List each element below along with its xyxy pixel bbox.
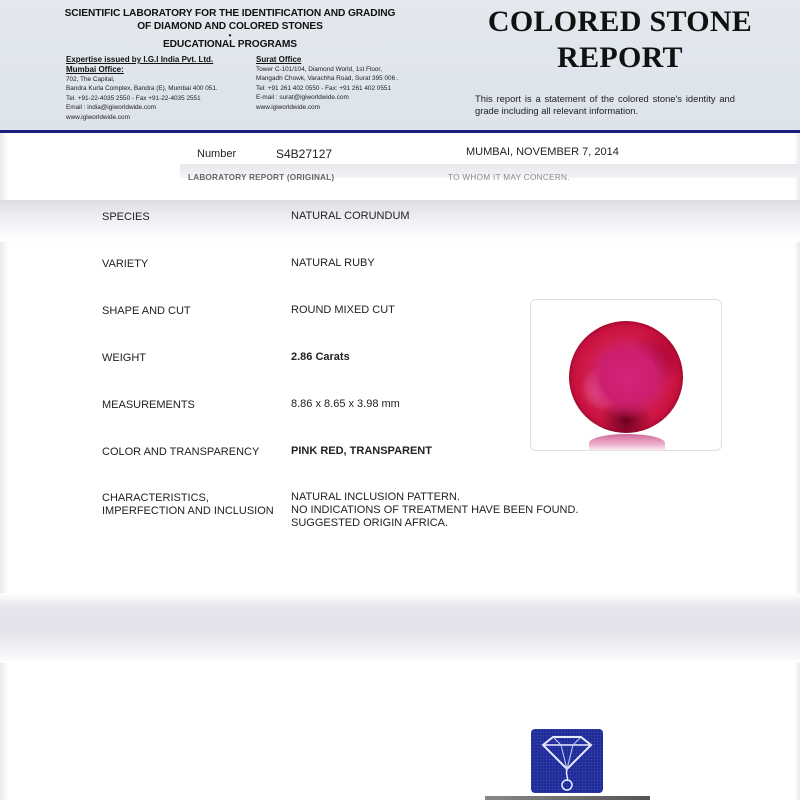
org-title-line-1: SCIENTIFIC LABORATORY FOR THE IDENTIFICATION AND GRADING bbox=[64, 8, 396, 19]
bullet-icon: • bbox=[228, 31, 232, 40]
mumbai-office-block bbox=[66, 55, 256, 122]
org-title-line-3: EDUCATIONAL PROGRAMS bbox=[162, 39, 298, 50]
field-label-weight: WEIGHT bbox=[102, 352, 146, 364]
field-value-variety: NATURAL RUBY bbox=[291, 257, 375, 269]
field-label-color-transparency: COLOR AND TRANSPARENCY bbox=[102, 446, 260, 458]
report-description: This report is a statement of the colored stone's identity and grade including all relevant information. bbox=[475, 93, 735, 116]
field-label-species: SPECIES bbox=[102, 211, 150, 223]
characteristics-label-line-1: CHARACTERISTICS, bbox=[102, 492, 209, 504]
issuer-heading: Expertise issued by I.G.I India Pvt. Ltd. bbox=[66, 55, 214, 64]
report-number-label: Number bbox=[197, 148, 237, 160]
field-value-weight: 2.86 Carats bbox=[291, 351, 350, 363]
surat-phone: Tel: +91 261 402 0550 - Fax: +91 261 402 0551 bbox=[256, 84, 392, 92]
surat-email: E-mail : surat@igiworldwide.com bbox=[256, 94, 349, 102]
field-label-shape-cut: SHAPE AND CUT bbox=[102, 305, 191, 317]
characteristics-line: NO INDICATIONS OF TREATMENT HAVE BEEN FOUND. bbox=[291, 504, 579, 516]
mumbai-address-line: 702, The Capital, bbox=[66, 76, 115, 83]
characteristics-label-line-2: IMPERFECTION AND INCLUSION bbox=[102, 505, 274, 517]
field-label-measurements: MEASUREMENTS bbox=[102, 399, 195, 411]
mumbai-phone: Tel. +91-22-4035 2550 - Fax +91-22-4035 2551 bbox=[66, 94, 201, 102]
header-divider bbox=[0, 130, 800, 133]
field-value-characteristics bbox=[291, 491, 578, 530]
addressee: TO WHOM IT MAY CONCERN. bbox=[448, 173, 570, 182]
field-value-color-transparency: PINK RED, TRANSPARENT bbox=[291, 445, 432, 457]
surat-address-line: Mangadh Chowk, Varachha Road, Surat 395 006 . bbox=[256, 75, 399, 83]
mumbai-website: www.igiworldwide.com bbox=[66, 113, 130, 121]
organization-title bbox=[60, 7, 400, 51]
report-title-line-2: REPORT bbox=[557, 41, 683, 74]
surat-website: www.igiworldwide.com bbox=[256, 103, 320, 111]
characteristics-line: SUGGESTED ORIGIN AFRICA. bbox=[291, 517, 449, 529]
field-label-characteristics bbox=[102, 492, 274, 518]
report-number-value: S4B27127 bbox=[276, 147, 333, 161]
paper-fold-lower bbox=[0, 593, 800, 663]
mumbai-office-heading: Mumbai Office: bbox=[66, 65, 124, 74]
surat-office-block bbox=[256, 55, 441, 112]
org-title-line-2: OF DIAMOND AND COLORED STONES bbox=[137, 21, 323, 32]
field-value-measurements: 8.86 x 8.65 x 3.98 mm bbox=[291, 398, 400, 410]
surat-address-line: Tower C-101/104, Diamond World, 1st Floor, bbox=[256, 66, 382, 73]
igi-logo-icon bbox=[531, 729, 603, 793]
lab-report-type: LABORATORY REPORT (ORIGINAL) bbox=[188, 173, 335, 182]
place-and-date: MUMBAI, NOVEMBER 7, 2014 bbox=[466, 146, 619, 158]
mumbai-email: Email : india@igiworldwide.com bbox=[66, 104, 156, 112]
stone-photo bbox=[530, 299, 722, 451]
field-value-shape-cut: ROUND MIXED CUT bbox=[291, 304, 395, 316]
field-value-species: NATURAL CORUNDUM bbox=[291, 210, 410, 222]
characteristics-line: NATURAL INCLUSION PATTERN. bbox=[291, 491, 460, 503]
field-label-variety: VARIETY bbox=[102, 258, 149, 270]
ruby-gemstone-image bbox=[569, 321, 683, 433]
report-header bbox=[0, 0, 800, 132]
surat-office-heading: Surat Office bbox=[256, 55, 302, 64]
bottom-edge-bar bbox=[485, 796, 650, 800]
report-title bbox=[440, 4, 800, 76]
gemstone-reflection bbox=[589, 434, 665, 451]
report-title-line-1: COLORED STONE bbox=[487, 5, 753, 38]
mumbai-address-line: Bandra Kurla Complex, Bandra (E), Mumbai 400 051. bbox=[66, 85, 218, 93]
